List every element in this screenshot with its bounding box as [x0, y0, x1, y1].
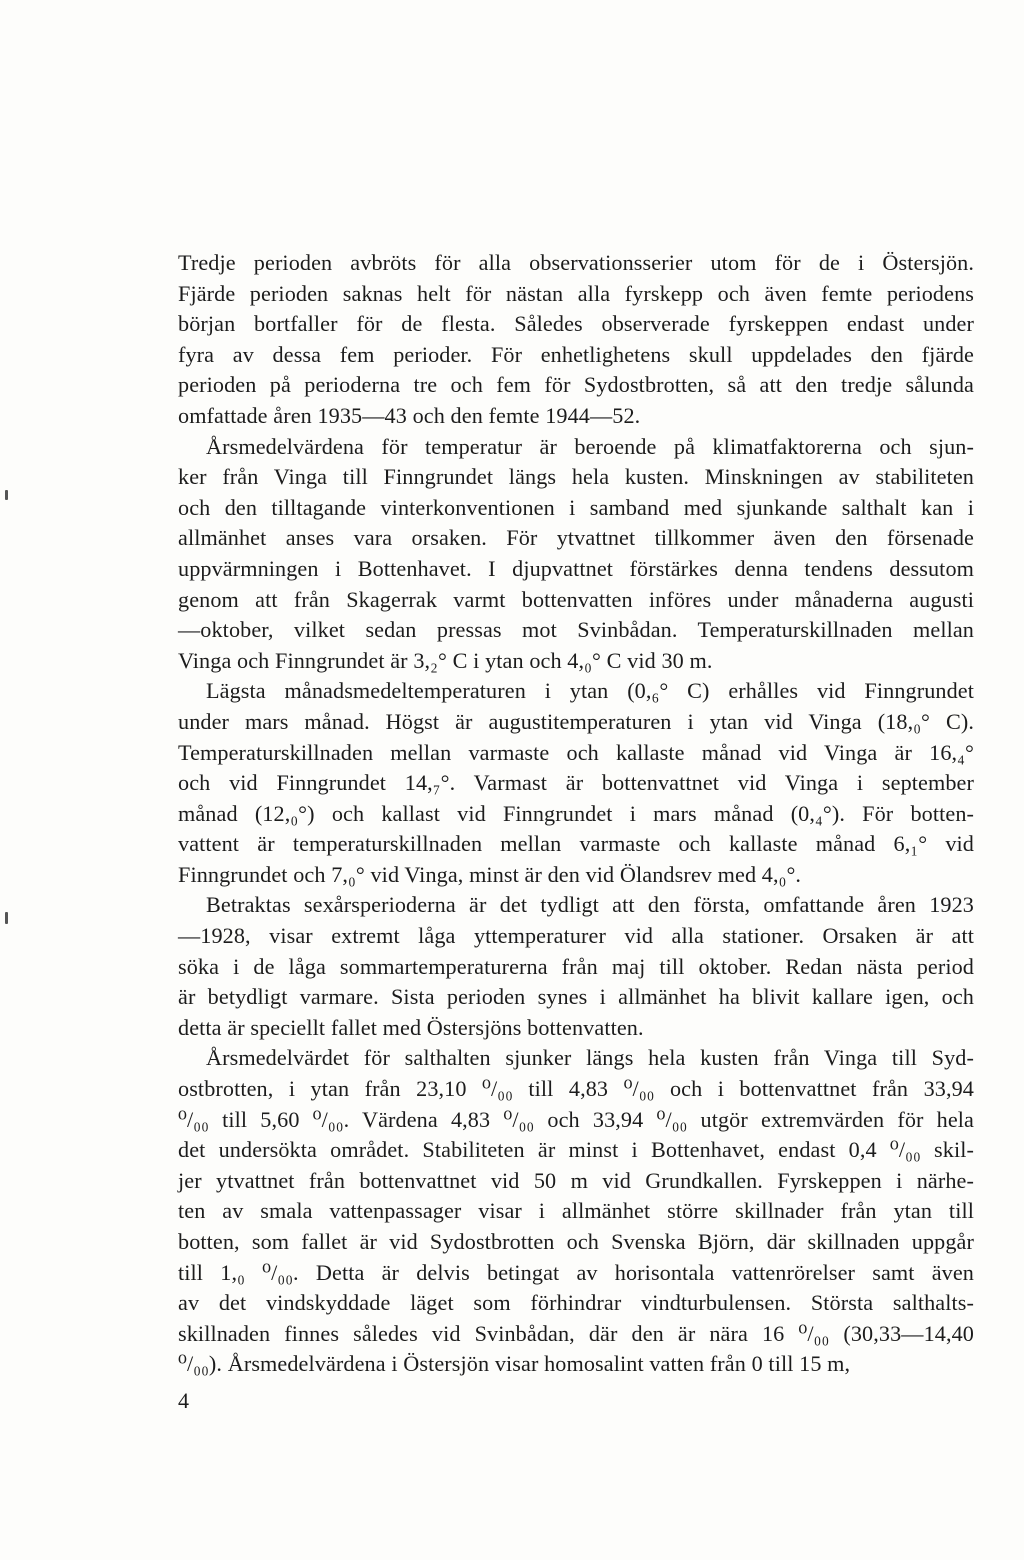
- text-line: detta är speciellt fallet med Östersjöns bottenvatten.: [178, 1014, 644, 1040]
- text-line: Årsmedelvärdena för temperatur är beroende på klimatfaktorerna och sjun-: [206, 433, 974, 459]
- text-line: början bortfaller för de flesta. Således observerade fyrskeppen endast under: [178, 311, 974, 337]
- text-line: det undersökta området. Stabiliteten är minst i Bottenhavet, endast 0,4 ⁰/₀₀ skil-: [178, 1137, 974, 1163]
- text-line: Betraktas sexårsperioderna är det tydligt att den första, omfattande åren 1923: [206, 892, 974, 918]
- text-line: Tredje perioden avbröts för alla observationsserier utom för de i Östersjön.: [178, 250, 974, 275]
- text-line: genom att från Skagerrak varmt bottenvatten införes under månaderna augusti: [178, 586, 974, 612]
- text-line: av det vindskyddade läget som förhindrar vindturbulensen. Största salthalts-: [178, 1290, 974, 1316]
- left-margin-mark: [5, 912, 8, 924]
- text-line: omfattade åren 1935—43 och den femte 1944—52.: [178, 402, 641, 428]
- text-line: uppvärmningen i Bottenhavet. I djupvattnet förstärkes denna tendens dessutom: [178, 555, 974, 581]
- paragraph: [178, 1043, 974, 1380]
- text-line: ostbrotten, i ytan från 23,10 ⁰/₀₀ till 4,83 ⁰/₀₀ och i bottenvattnet från 33,94: [178, 1076, 974, 1102]
- text-line: och vid Finngrundet 14,₇°. Varmast är bottenvattnet vid Vinga i september: [178, 770, 974, 796]
- page-number: 4: [178, 1388, 189, 1413]
- text-line: —1928, visar extremt låga yttemperaturer vid alla stationer. Orsaken är att: [178, 923, 974, 949]
- text-line: månad (12,₀°) och kallast vid Finngrundet i mars månad (0,₄°). För botten-: [178, 800, 974, 826]
- paragraph: [178, 676, 974, 890]
- text-line: ten av smala vattenpassager visar i allmänhet större skillnader från ytan till: [178, 1198, 974, 1224]
- text-line: Fjärde perioden saknas helt för nästan alla fyrskepp och även femte periodens: [178, 280, 974, 306]
- text-line: perioden på perioderna tre och fem för Sydostbrotten, så att den tredje sålunda: [178, 372, 974, 398]
- body-text: [178, 248, 974, 1380]
- text-line: ⁰/₀₀ till 5,60 ⁰/₀₀. Värdena 4,83 ⁰/₀₀ och 33,94 ⁰/₀₀ utgör extremvärden för hela: [178, 1106, 974, 1132]
- text-line: skillnaden finnes således vid Svinbådan, där den är nära 16 ⁰/₀₀ (30,33—14,40: [178, 1320, 974, 1346]
- text-line: Finngrundet och 7,₀° vid Vinga, minst är den vid Ölandsrev med 4,₀°.: [178, 861, 802, 887]
- text-line: söka i de låga sommartemperaturerna från maj till oktober. Redan nästa period: [178, 953, 974, 979]
- text-line: jer ytvattnet från bottenvattnet vid 50 m vid Grundkallen. Fyrskeppen i närhe-: [178, 1167, 974, 1193]
- text-line: och den tilltagande vinterkonventionen i samband med sjunkande salthalt kan i: [178, 494, 974, 520]
- text-line: till 1,₀ ⁰/₀₀. Detta är delvis betingat av horisontala vattenrörelser samt även: [178, 1259, 974, 1285]
- text-line: under mars månad. Högst är augustitemperaturen i ytan vid Vinga (18,₀° C).: [178, 708, 974, 734]
- paragraph: [178, 432, 974, 677]
- text-line: allmänhet anses vara orsaken. För ytvattnet tillkommer även den försenade: [178, 525, 974, 551]
- text-line: Vinga och Finngrundet är 3,₂° C i ytan och 4,₀° C vid 30 m.: [178, 647, 713, 673]
- text-line: Årsmedelvärdet för salthalten sjunker längs hela kusten från Vinga till Syd-: [206, 1045, 974, 1071]
- text-line: är betydligt varmare. Sista perioden synes i allmänhet ha blivit kallare igen, och: [178, 984, 974, 1010]
- text-line: Lägsta månadsmedeltemperaturen i ytan (0,₆° C) erhålles vid Finngrundet: [206, 678, 974, 704]
- text-line: vattent är temperaturskillnaden mellan varmaste och kallaste månad 6,₁° vid: [178, 831, 974, 857]
- text-line: Temperaturskillnaden mellan varmaste och kallaste månad vid Vinga är 16,₄°: [178, 739, 974, 765]
- text-line: fyra av dessa fem perioder. För enhetlighetens skull uppdelades den fjärde: [178, 341, 974, 367]
- text-line: ker från Vinga till Finngrundet längs hela kusten. Minskningen av stabiliteten: [178, 464, 974, 490]
- text-line: —oktober, vilket sedan pressas mot Svinbådan. Temperaturskillnaden mellan: [178, 617, 974, 643]
- paragraph: [178, 890, 974, 1043]
- left-margin-mark: [5, 490, 8, 500]
- paragraph: [178, 248, 974, 432]
- text-line: ⁰/₀₀). Årsmedelvärdena i Östersjön visar homosalint vatten från 0 till 15 m,: [178, 1351, 851, 1377]
- text-line: botten, som fallet är vid Sydostbrotten och Svenska Björn, där skillnaden uppgår: [178, 1229, 974, 1254]
